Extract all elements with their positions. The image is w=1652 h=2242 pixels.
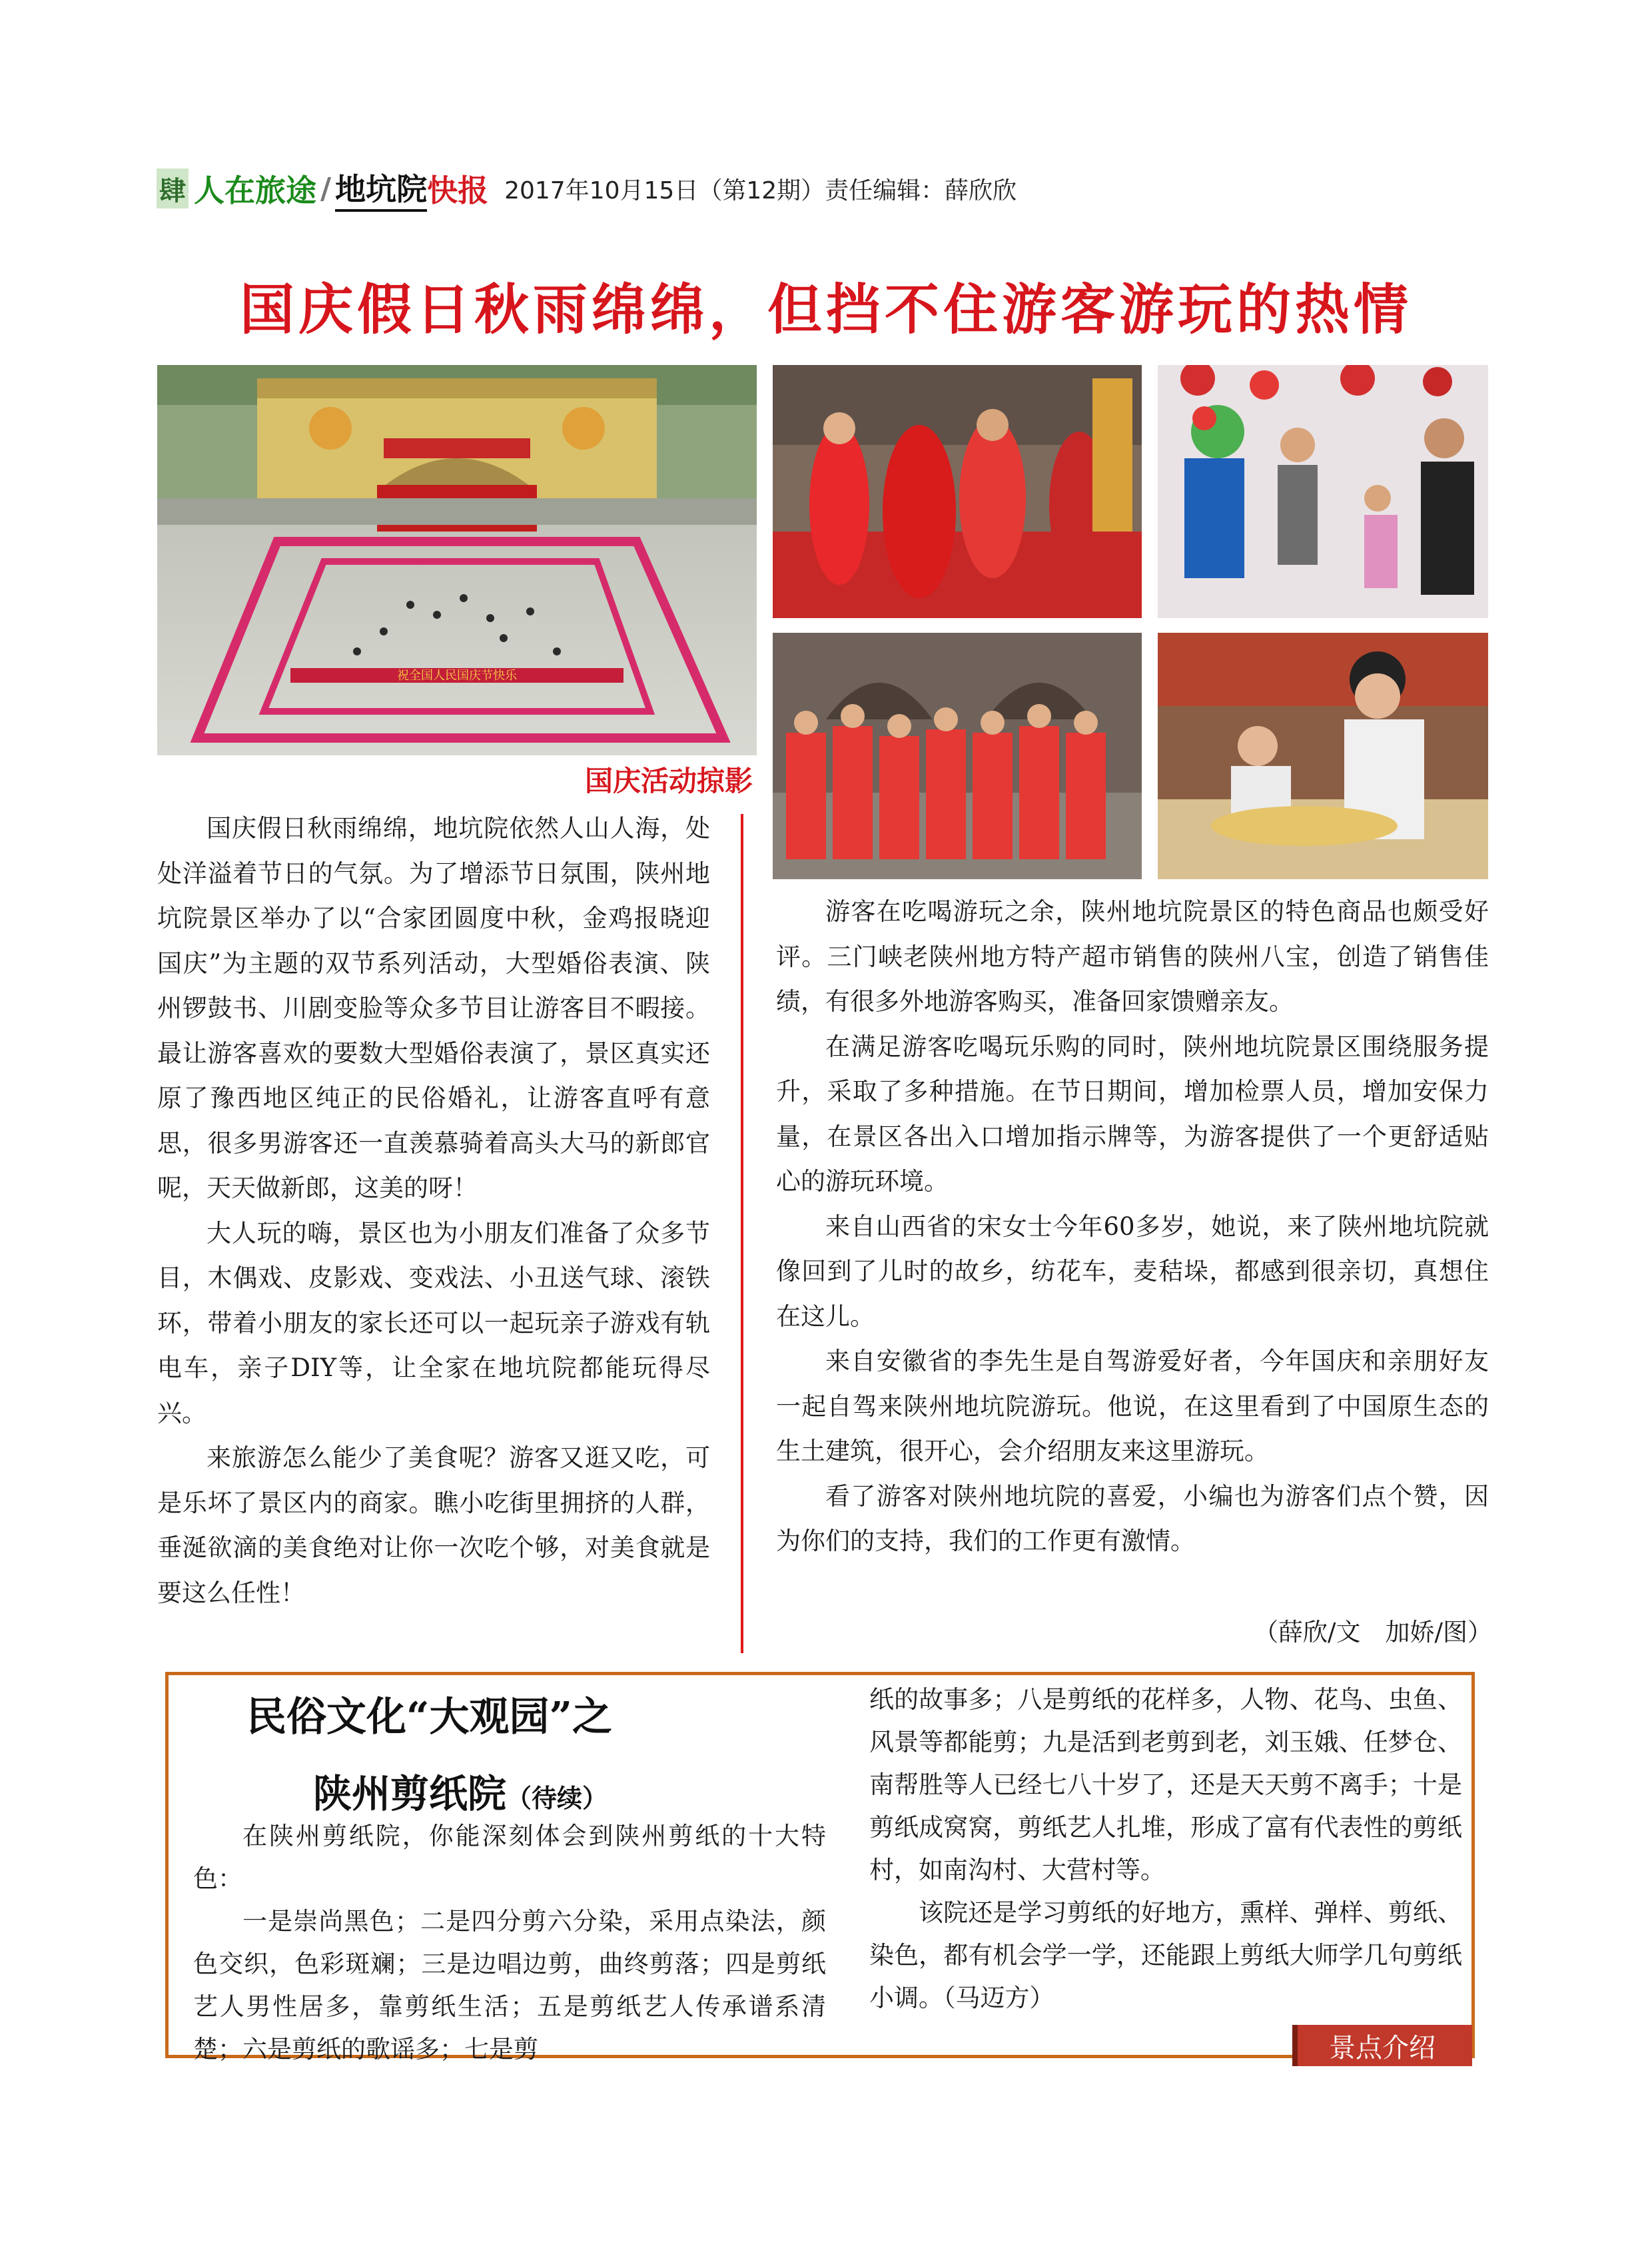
section-tag: 景点介绍 [1292, 2025, 1472, 2066]
newspaper-name: 地坑院 [335, 165, 427, 212]
article-column-left [157, 806, 710, 1615]
article-paragraph: 来自山西省的宋女士今年60多岁，她说，来了陕州地坑院就像回到了儿时的故乡，纺花车，麦秸垛，都感到很亲切，真想住在这儿。 [776, 1212, 1489, 1331]
banner-text: 祝全国人民国庆节快乐 [397, 669, 517, 683]
newspaper-name-suffix: 快报 [427, 173, 489, 208]
article-paragraph: 游客在吃喝游玩之余，陕州地坑院景区的特色商品也颇受好评。三门峡老陕州地方特产超市销售的陕州八宝，创造了销售佳绩，有很多外地游客购买，准备回家馈赠亲友。 [776, 897, 1489, 1016]
issue-info: 2017年10月15日（第12期）责任编辑：薛欣欣 [504, 177, 1017, 204]
masthead [157, 165, 1289, 212]
page-number-badge: 肆 [157, 169, 189, 208]
to-be-continued-label: （待续） [506, 1784, 608, 1813]
photo-clown-balloons [1158, 365, 1488, 618]
article-paragraph: 看了游客对陕州地坑院的喜爱，小编也为游客们点个赞，因为你们的支持，我们的工作更有激情。 [776, 1481, 1489, 1555]
photo-snack-street [1158, 633, 1488, 879]
byline: （薛欣/文 加娇/图） [1254, 1618, 1492, 1647]
feature-subtitle [313, 1762, 779, 1818]
feature-title: 民俗文化“大观园”之 [246, 1694, 613, 1740]
column-name: 人在旅途 [194, 173, 316, 208]
feature-paragraph: 纸的故事多；八是剪纸的花样多，人物、花鸟、虫鱼、风景等都能剪；九是活到老剪到老，刘玉娥、任梦仓、南帮胜等人已经七八十岁了，还是天天剪不离手；十是剪纸成窝窝，剪纸艺人扎堆，形成了富有代表性的剪纸村，如南沟村、大营村等。 [869, 1685, 1462, 1884]
feature-paragraph: 在陕州剪纸院，你能深刻体会到陕州剪纸的十大特色： [193, 1822, 826, 1893]
photo-courtyard-celebration [157, 365, 757, 755]
article-column-right [776, 889, 1489, 1564]
feature-column-left [193, 1815, 826, 2071]
headline: 国庆假日秋雨绵绵，但挡不住游客游玩的热情 [239, 278, 1412, 342]
article-paragraph: 来旅游怎么能少了美食呢？游客又逛又吃，可是乐坏了景区内的商家。瞧小吃街里拥挤的人群，垂涎欲滴的美食绝对让你一次吃个够，对美食就是要这么任性！ [157, 1443, 710, 1607]
article-paragraph: 大人玩的嗨，景区也为小朋友们准备了众多节目，木偶戏、皮影戏、变戏法、小丑送气球、滚铁环，带着小朋友的家长还可以一起玩亲子游戏有轨电车，亲子DIY等，让全家在地坑院都能玩得尽兴。 [157, 1218, 710, 1427]
feature-paragraph: 一是崇尚黑色；二是四分剪六分染，采用点染法，颜色交织，色彩斑斓；三是边唱边剪，曲终剪落；四是剪纸艺人男性居多，靠剪纸生活；五是剪纸艺人传承谱系清楚；六是剪纸的歌谣多；七是剪 [193, 1907, 826, 2063]
photo-wedding-performance [773, 365, 1142, 618]
feature-subtitle-text: 陕州剪纸院 [313, 1771, 507, 1816]
feature-column-right [869, 1679, 1462, 2020]
photo-children-costumes [773, 633, 1142, 879]
column-divider [741, 814, 743, 1653]
feature-paragraph: 该院还是学习剪纸的好地方，熏样、弹样、剪纸、染色，都有机会学一学，还能跟上剪纸大师学几句剪纸小调。（马迈方） [869, 1898, 1462, 2012]
article-paragraph: 来自安徽省的李先生是自驾游爱好者，今年国庆和亲朋好友一起自驾来陕州地坑院游玩。他说，在这里看到了中国原生态的生土建筑，很开心，会介绍朋友来这里游玩。 [776, 1347, 1489, 1465]
brand-separator: / [320, 171, 332, 206]
article-paragraph: 在满足游客吃喝玩乐购的同时，陕州地坑院景区围绕服务提升，采取了多种措施。在节日期间，增加检票人员，增加安保力量，在景区各出入口增加指示牌等，为游客提供了一个更舒适贴心的游玩环境。 [776, 1032, 1489, 1196]
photo-caption: 国庆活动掠影 [584, 765, 753, 797]
article-paragraph: 国庆假日秋雨绵绵，地坑院依然人山人海，处处洋溢着节日的气氛。为了增添节日氛围，陕州地坑院景区举办了以“合家团圆度中秋，金鸡报晓迎国庆”为主题的双节系列活动，大型婚俗表演、陕州锣鼓书、川剧变脸等众多节目让游客目不暇接。最让游客喜欢的要数大型婚俗表演了，景区真实还原了豫西地区纯正的民俗婚礼，让游客直呼有意思，很多男游客还一直羡慕骑着高头大马的新郎官呢，天天做新郎，这美的呀！ [157, 814, 710, 1202]
